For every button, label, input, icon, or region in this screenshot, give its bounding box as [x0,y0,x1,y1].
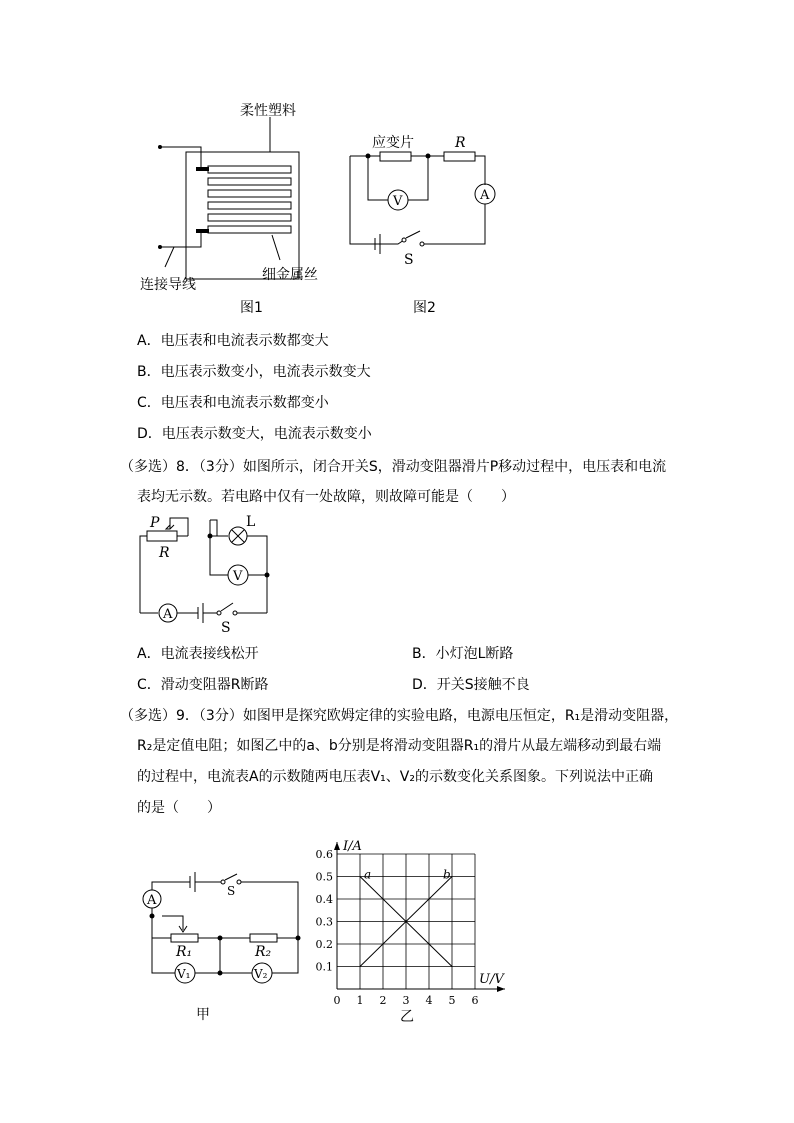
x-tick-label: 5 [448,994,456,1007]
q9-switch-label: S [227,884,236,898]
strain-label: 应变片 [372,135,414,151]
y-axis-arrow-icon [334,842,340,850]
q9-v2-icon: V₂ [254,967,268,981]
q7-option-d: D．电压表示数变大，电流表示数变小 [137,426,372,442]
r-label: R [455,135,466,151]
series-label-a: a [364,867,372,882]
q8-stem-line1: （多选）8．（3分）如图所示，闭合开关S，滑动变阻器滑片P移动过程中，电压表和电流 [120,459,667,475]
q9-v1-icon: V₁ [177,967,191,981]
q9-stem-line3: 的过程中，电流表A的示数随两电压表V₁、V₂的示数变化关系图象。下列说法中正确 [137,769,653,785]
q7-option-b: B．电压表示数变小，电流表示数变大 [137,364,371,380]
metal-wire [208,166,291,233]
switch-label: S [404,252,414,268]
q8-stem-line2: 表均无示数。若电路中仅有一处故障，则故障可能是（ ） [137,489,515,505]
q8-option-c: C．滑动变阻器R断路 [137,677,269,693]
terminal-top [196,167,209,171]
x-tick-label: 0 [333,994,341,1007]
q8-r-label: R [159,545,170,561]
x-tick-label: 1 [356,994,364,1007]
q8-option-b: B．小灯泡L断路 [412,646,514,662]
terminal-bottom [196,229,209,233]
caption-fig2: 图2 [413,300,436,316]
q9-chart-yi [305,830,520,1010]
plastic-sheet [186,152,299,279]
voltmeter-icon: V [393,194,403,209]
q8-option-d: D．开关S接触不良 [412,677,530,693]
figure-1 [130,95,340,300]
plastic-label: 柔性塑料 [240,103,296,119]
q7-option-c: C．电压表和电流表示数都变小 [137,395,329,411]
metal-label: 细金属丝 [262,267,318,283]
x-axis-label: U/V [479,972,504,987]
ammeter-icon: A [480,188,490,203]
x-tick-label: 6 [471,994,479,1007]
q9-stem-line4: 的是（ ） [137,800,221,816]
q8-l-label: L [246,514,256,530]
q8-ammeter-icon: A [163,607,173,622]
y-axis-label: I/A [343,839,362,854]
q7-option-a: A．电压表和电流表示数都变大 [137,333,329,349]
y-tick-label: 0.5 [315,870,333,884]
series-label-b: b [443,867,451,882]
q8-option-a: A．电流表接线松开 [137,646,259,662]
q9-stem-line1: （多选）9．（3分）如图甲是探究欧姆定律的实验电路，电源电压恒定，R₁是滑动变阻器， [120,708,679,724]
caption-fig1: 图1 [240,300,263,316]
q9-r2-label: R₂ [255,944,272,960]
x-tick-label: 2 [379,994,387,1007]
q9-ammeter-icon: A [147,893,157,908]
lead-wire-bottom [160,233,201,247]
x-tick-label: 4 [425,994,433,1007]
lead-wire-top [160,147,201,167]
y-tick-label: 0.4 [315,893,333,906]
q8-p-label: P [150,515,160,531]
figure-2 [340,130,500,270]
y-tick-label: 0.3 [315,915,333,929]
q8-circuit-figure [130,510,280,635]
y-tick-label: 0.6 [315,848,333,861]
y-tick-label: 0.1 [315,960,333,974]
caption-jia: 甲 [196,1007,210,1023]
x-tick-label: 3 [402,994,410,1007]
y-tick-label: 0.2 [315,938,333,951]
q9-circuit-jia [135,868,310,998]
wire-label: 连接导线 [140,277,196,293]
q9-stem-line2: R₂是定值电阻；如图乙中的a、b分别是将滑动变阻器R₁的滑片从最左端移动到最右端 [137,738,662,754]
q9-r1-label: R₁ [176,944,193,960]
q8-voltmeter-icon: V [233,569,243,584]
caption-yi: 乙 [400,1009,414,1025]
q8-switch-label: S [221,620,231,635]
